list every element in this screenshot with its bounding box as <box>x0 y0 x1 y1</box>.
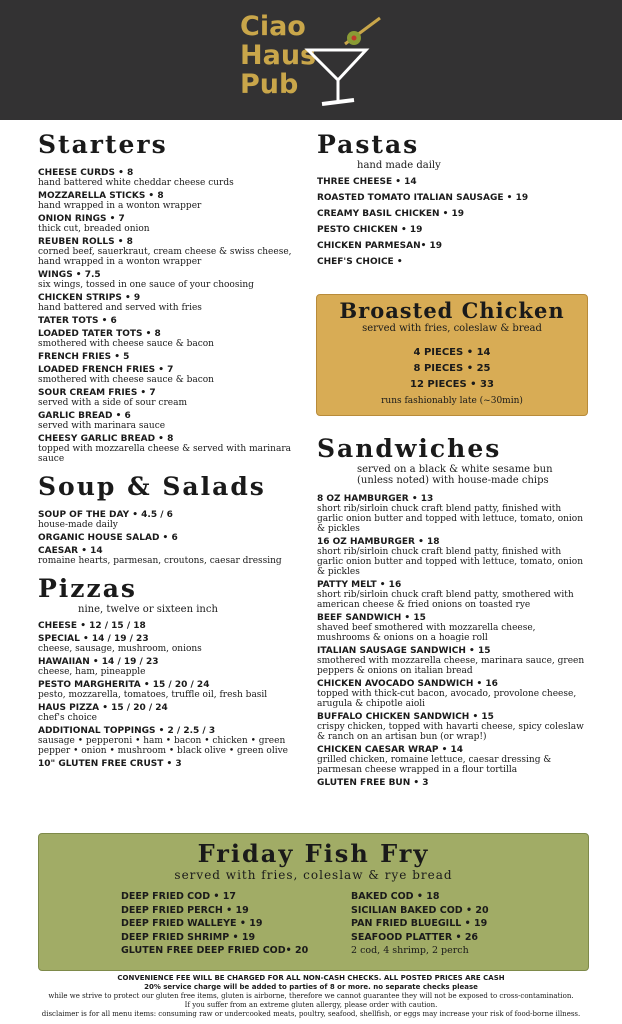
fish-right-column <box>351 890 489 958</box>
footer-fee-notice: CONVENIENCE FEE WILL BE CHARGED FOR ALL NON-CASH CHECKS. ALL POSTED PRICES ARE CASH <box>117 974 505 982</box>
menu-item-desc: served with a side of sour cream <box>38 398 187 408</box>
menu-item <box>38 546 306 566</box>
fish-platter-desc: 2 cod, 4 shrimp, 2 perch <box>351 945 469 956</box>
pastas-title: Pastas <box>317 130 420 159</box>
menu-item <box>317 494 587 534</box>
menu-item-name: SOUR CREAM FRIES • 7 <box>38 388 156 398</box>
footer-allergy-notice: If you suffer from an extreme gluten allergy, please order with caution. <box>184 1001 438 1009</box>
broasted-prices <box>317 345 587 393</box>
menu-item-name: PESTO MARGHERITA • 15 / 20 / 24 <box>38 680 210 690</box>
menu-item-name: 10" GLUTEN FREE CRUST • 3 <box>38 759 182 769</box>
fish-fry-box <box>38 833 589 971</box>
menu-item-desc: pesto, mozzarella, tomatoes, truffle oil, fresh basil <box>38 690 268 700</box>
menu-item-desc: chef's choice <box>38 713 97 723</box>
menu-item-name: GLUTEN FREE BUN • 3 <box>317 778 429 788</box>
menu-item-name: CREAMY BASIL CHICKEN • 19 <box>317 209 465 219</box>
soups-title: Soup & Salads <box>38 472 266 501</box>
fish-item: DEEP FRIED COD • 17 <box>121 891 236 902</box>
menu-item-desc: romaine hearts, parmesan, croutons, caesar dressing <box>38 556 282 566</box>
menu-item <box>317 537 587 577</box>
fish-item: BAKED COD • 18 <box>351 891 440 902</box>
menu-item-desc: house-made daily <box>38 520 118 530</box>
menu-item-desc: smothered with mozzarella cheese, marinara sauce, green peppers & onions on italian bread <box>317 656 585 676</box>
martini-glass-icon <box>300 14 385 110</box>
broasted-note: runs fashionably late (~30min) <box>381 396 523 406</box>
broasted-title: Broasted Chicken <box>339 298 565 323</box>
menu-item <box>317 193 587 203</box>
menu-item-desc: sausage • pepperoni • ham • bacon • chicken • green pepper • onion • mushroom • black olive • green olive <box>38 736 288 756</box>
soups-list <box>38 510 306 566</box>
menu-item <box>38 316 306 326</box>
menu-item-desc: crispy chicken, topped with havarti cheese, spicy coleslaw & ranch on an artisan bun (or wrap!) <box>317 722 584 742</box>
menu-item-desc: served with marinara sauce <box>38 421 166 431</box>
pizzas-title: Pizzas <box>38 574 137 603</box>
menu-item-name: SOUP OF THE DAY • 4.5 / 6 <box>38 510 173 520</box>
footer-gluten-notice: while we strive to protect our gluten free items, gluten is airborne, therefore we cannot guarantee they will not be exposed to cross-contamination. <box>48 992 574 1000</box>
sandwiches-subtitle-2: (unless noted) with house-made chips <box>357 475 549 486</box>
menu-item-name: PESTO CHICKEN • 19 <box>317 225 423 235</box>
menu-item-desc: hand battered and served with fries <box>38 303 202 313</box>
logo-line-1: Ciao <box>240 11 306 42</box>
fish-item: DEEP FRIED SHRIMP • 19 <box>121 931 256 943</box>
menu-item-name: REUBEN ROLLS • 8 <box>38 237 133 247</box>
menu-item <box>317 177 587 187</box>
menu-item <box>38 533 306 543</box>
menu-item-name: CHICKEN AVOCADO SANDWICH • 16 <box>317 679 498 689</box>
menu-item <box>38 270 306 290</box>
fish-left-column <box>121 890 308 958</box>
sandwiches-section <box>317 434 587 791</box>
menu-item-name: HAUS PIZZA • 15 / 20 / 24 <box>38 703 168 713</box>
menu-item-name: SPECIAL • 14 / 19 / 23 <box>38 634 149 644</box>
menu-item-desc: six wings, tossed in one sauce of your choosing <box>38 280 254 290</box>
menu-item <box>38 293 306 313</box>
menu-item-name: 8 OZ HAMBURGER • 13 <box>317 494 434 504</box>
broasted-chicken-box <box>316 294 588 416</box>
menu-item-name: GARLIC BREAD • 6 <box>38 411 131 421</box>
menu-footer <box>0 974 622 1019</box>
menu-item <box>317 712 587 742</box>
menu-item <box>38 657 306 677</box>
broasted-line: 12 PIECES • 33 <box>410 379 494 390</box>
menu-item-name: ROASTED TOMATO ITALIAN SAUSAGE • 19 <box>317 193 529 203</box>
left-column <box>38 130 306 772</box>
menu-item <box>38 621 306 631</box>
menu-item <box>317 745 587 775</box>
menu-item-desc: topped with thick-cut bacon, avocado, provolone cheese, arugula & chipotle aioli <box>317 689 577 709</box>
menu-item <box>317 613 587 643</box>
menu-item-name: THREE CHEESE • 14 <box>317 177 417 187</box>
starters-title: Starters <box>38 130 168 159</box>
menu-item-desc: hand wrapped in a wonton wrapper <box>38 201 202 211</box>
menu-item-name: BUFFALO CHICKEN SANDWICH • 15 <box>317 712 494 722</box>
fish-item: DEEP FRIED PERCH • 19 <box>121 904 249 916</box>
menu-item-name: ADDITIONAL TOPPINGS • 2 / 2.5 / 3 <box>38 726 216 736</box>
menu-item-name: CHICKEN STRIPS • 9 <box>38 293 141 303</box>
broasted-line: 4 PIECES • 14 <box>413 347 491 358</box>
menu-item-name: LOADED FRENCH FRIES • 7 <box>38 365 174 375</box>
menu-item <box>38 365 306 385</box>
menu-item <box>38 680 306 700</box>
menu-item-desc: short rib/sirloin chuck craft blend patty, finished with garlic onion butter and topped with lettuce, tomato, onion & pickles <box>317 547 584 577</box>
menu-item <box>38 168 306 188</box>
pizzas-subtitle: nine, twelve or sixteen inch <box>78 604 218 615</box>
broasted-subtitle: served with fries, coleslaw & bread <box>362 323 542 334</box>
menu-item <box>317 580 587 610</box>
fish-item: GLUTEN FREE DEEP FRIED COD• 20 <box>121 945 309 956</box>
menu-item <box>38 411 306 431</box>
menu-item <box>38 434 306 464</box>
menu-item <box>317 209 587 219</box>
starters-list <box>38 168 306 464</box>
menu-item <box>38 510 306 530</box>
menu-item <box>317 241 587 251</box>
menu-item-name: 16 OZ HAMBURGER • 18 <box>317 537 440 547</box>
menu-item-name: TATER TOTS • 6 <box>38 316 117 326</box>
logo-line-3: Pub <box>240 69 299 100</box>
fish-subtitle: served with fries, coleslaw & rye bread <box>174 868 453 882</box>
menu-item <box>38 703 306 723</box>
menu-item <box>38 726 306 756</box>
menu-item-name: CHICKEN PARMESAN• 19 <box>317 241 443 251</box>
menu-item <box>38 214 306 234</box>
menu-item-name: ITALIAN SAUSAGE SANDWICH • 15 <box>317 646 491 656</box>
fish-item: PAN FRIED BLUEGILL • 19 <box>351 918 488 929</box>
menu-item-name: LOADED TATER TOTS • 8 <box>38 329 161 339</box>
menu-header <box>0 0 622 120</box>
fish-item: DEEP FRIED WALLEYE • 19 <box>121 918 263 929</box>
menu-item-name: CHICKEN CAESAR WRAP • 14 <box>317 745 464 755</box>
right-column <box>317 130 587 273</box>
menu-item-name: BEEF SANDWICH • 15 <box>317 613 426 623</box>
pastas-subtitle: hand made daily <box>357 160 441 171</box>
pizzas-list <box>38 621 306 769</box>
fish-item: SICILIAN BAKED COD • 20 <box>351 904 489 916</box>
menu-item <box>38 388 306 408</box>
menu-item-name: CAESAR • 14 <box>38 546 103 556</box>
menu-item-desc: short rib/sirloin chuck craft blend patty, smothered with american cheese & fried onions on toasted rye <box>317 590 574 610</box>
fish-title: Friday Fish Fry <box>197 839 430 868</box>
footer-service-charge: 20% service charge will be added to parties of 8 or more. no separate checks please <box>144 983 478 991</box>
menu-item-name: PATTY MELT • 16 <box>317 580 402 590</box>
menu-item <box>317 225 587 235</box>
logo-line-2: Haus <box>240 40 317 71</box>
menu-item-name: CHEESE • 12 / 15 / 18 <box>38 621 146 631</box>
menu-item-desc: thick cut, breaded onion <box>38 224 150 234</box>
menu-item <box>317 257 587 267</box>
menu-item-name: WINGS • 7.5 <box>38 270 101 280</box>
menu-item <box>38 759 306 769</box>
menu-item-desc: cheese, sausage, mushroom, onions <box>38 644 202 654</box>
menu-item-desc: cheese, ham, pineapple <box>38 667 146 677</box>
menu-item <box>317 679 587 709</box>
menu-item-desc: smothered with cheese sauce & bacon <box>38 375 214 385</box>
menu-item <box>317 778 587 788</box>
menu-item-name: FRENCH FRIES • 5 <box>38 352 130 362</box>
menu-item-name: CHEESE CURDS • 8 <box>38 168 134 178</box>
menu-item <box>38 634 306 654</box>
sandwiches-subtitle-1: served on a black & white sesame bun <box>357 464 553 475</box>
sandwiches-title: Sandwiches <box>317 434 502 463</box>
sandwiches-list <box>317 494 587 788</box>
menu-item-desc: hand battered white cheddar cheese curds <box>38 178 234 188</box>
menu-item <box>38 191 306 211</box>
menu-item-desc: shaved beef smothered with mozzarella cheese, mushrooms & onions on a hoagie roll <box>317 623 536 643</box>
menu-item-name: HAWAIIAN • 14 / 19 / 23 <box>38 657 159 667</box>
menu-item-name: CHEESY GARLIC BREAD • 8 <box>38 434 174 444</box>
pastas-list <box>317 177 587 267</box>
menu-item <box>38 329 306 349</box>
footer-disclaimer: disclaimer is for all menu items: consuming raw or undercooked meats, poultry, seafood, shellfish, or eggs may increase your risk of food-borne illness. <box>41 1010 581 1018</box>
menu-item <box>317 646 587 676</box>
menu-item-desc: smothered with cheese sauce & bacon <box>38 339 214 349</box>
menu-item-desc: short rib/sirloin chuck craft blend patty, finished with garlic onion butter and topped with lettuce, tomato, onion & pickles <box>317 504 584 534</box>
menu-item-desc: grilled chicken, romaine lettuce, caesar dressing & parmesan cheese wrapped in a flour tortilla <box>317 755 552 775</box>
menu-item-name: ORGANIC HOUSE SALAD • 6 <box>38 533 178 543</box>
menu-item-name: CHEF'S CHOICE • <box>317 257 403 267</box>
menu-item-desc: topped with mozzarella cheese & served with marinara sauce <box>38 444 291 464</box>
broasted-line: 8 PIECES • 25 <box>413 363 491 374</box>
menu-item <box>38 237 306 267</box>
menu-item <box>38 352 306 362</box>
fish-item: SEAFOOD PLATTER • 26 <box>351 931 479 943</box>
menu-item-name: ONION RINGS • 7 <box>38 214 125 224</box>
menu-item-desc: corned beef, sauerkraut, cream cheese & swiss cheese, hand wrapped in a wonton wrapper <box>38 247 292 267</box>
menu-item-name: MOZZARELLA STICKS • 8 <box>38 191 164 201</box>
